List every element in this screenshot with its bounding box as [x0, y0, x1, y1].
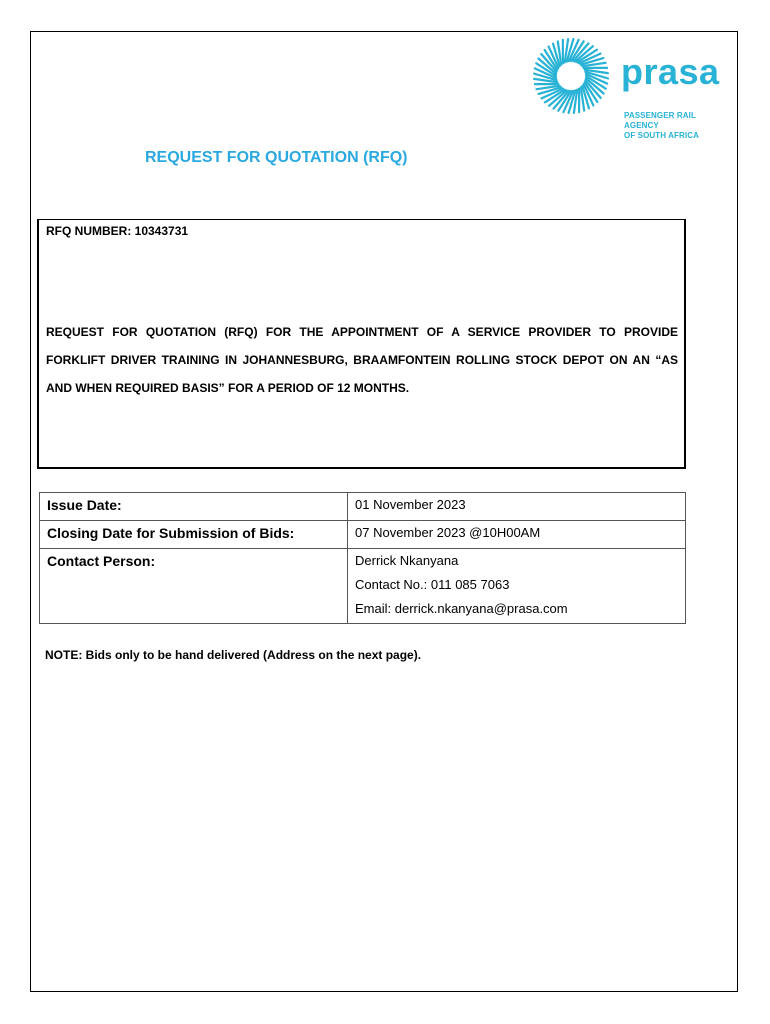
- note-text: NOTE: Bids only to be hand delivered (Address on the next page).: [45, 648, 422, 662]
- rfq-box: [37, 219, 686, 469]
- issue-date-text: 01 November 2023: [355, 497, 466, 512]
- issue-date-label: Issue Date:: [40, 493, 348, 521]
- table-row: [40, 493, 686, 521]
- logo-wordmark: prasa: [621, 51, 720, 92]
- issue-date-value: [348, 493, 686, 521]
- closing-date-text: 07 November 2023 @10H00AM: [355, 525, 541, 540]
- prasa-logo-mark-icon: [533, 38, 609, 114]
- details-table: [39, 492, 686, 624]
- prasa-logo: [533, 38, 720, 140]
- logo-tagline-line1: PASSENGER RAIL AGENCY: [624, 111, 696, 130]
- contact-phone: Contact No.: 011 085 7063: [355, 577, 510, 592]
- contact-name: Derrick Nkanyana: [355, 553, 459, 568]
- logo-tagline: [624, 111, 718, 141]
- table-row: [40, 549, 686, 624]
- document-title: REQUEST FOR QUOTATION (RFQ): [145, 149, 408, 166]
- contact-email[interactable]: Email: derrick.nkanyana@prasa.com: [355, 601, 568, 616]
- closing-date-value: [348, 521, 686, 549]
- rfq-description: REQUEST FOR QUOTATION (RFQ) FOR THE APPOINTMENT OF A SERVICE PROVIDER TO PROVIDE FORKLIFT DRIVER TRAINING IN JOHANNESBURG, BRAAMFONTEIN ROLLING STOCK DEPOT ON AN “AS AND WHEN REQUIRED BASIS” FOR A PERIOD OF 12 MONTHS.: [46, 325, 678, 395]
- closing-date-label: Closing Date for Submission of Bids:: [40, 521, 348, 549]
- contact-person-label: Contact Person:: [40, 549, 348, 624]
- rfq-number: RFQ NUMBER: 10343731: [46, 224, 189, 238]
- contact-person-value: [348, 549, 686, 624]
- table-row: [40, 521, 686, 549]
- logo-tagline-line2: OF SOUTH AFRICA: [624, 131, 699, 140]
